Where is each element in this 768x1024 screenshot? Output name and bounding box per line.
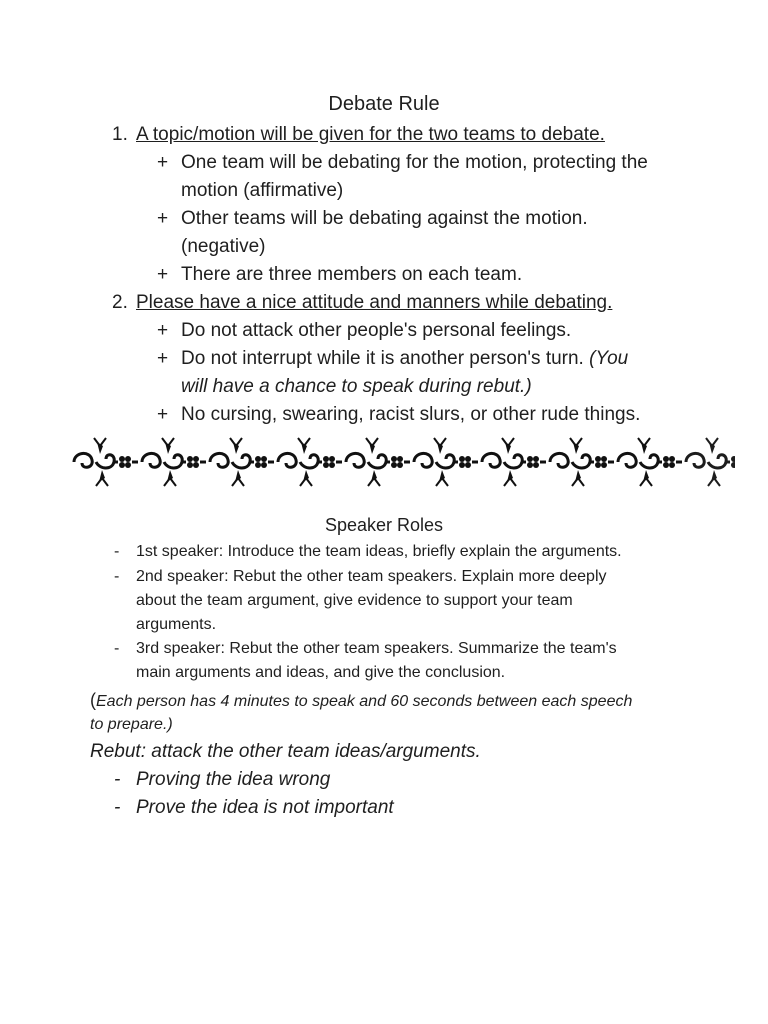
speaker-roles-title: Speaker Roles (324, 515, 444, 535)
bullet-plus: + (157, 348, 169, 369)
rule-1-bullet-1-line-2: motion (affirmative) (181, 180, 344, 201)
rebut-item-2: Prove the idea is not important (136, 797, 394, 818)
rule-1-number: 1. (112, 124, 128, 145)
rule-2-bullet-2-text: Do not interrupt while it is another person's turn. (181, 348, 584, 369)
time-note-line-2: to prepare.) (90, 716, 173, 733)
time-note-line-1 (90, 690, 632, 711)
rule-2-bullet-2-line-1 (181, 348, 628, 370)
ornamental-vine-divider (70, 432, 735, 492)
dash: - (114, 568, 120, 585)
rule-1-text: A topic/motion will be given for the two teams to debate. (136, 124, 605, 145)
rebut-definition: Rebut: attack the other team ideas/arguments. (90, 741, 481, 762)
bullet-plus: + (157, 404, 169, 425)
role-3-line-1: 3rd speaker: Rebut the other team speakers. Summarize the team's (136, 640, 617, 657)
role-1-line-1: 1st speaker: Introduce the team ideas, briefly explain the arguments. (136, 543, 622, 560)
rule-1-bullet-2-line-1: Other teams will be debating against the motion. (181, 208, 588, 229)
dash: - (114, 543, 120, 560)
rule-1-bullet-1-line-1: One team will be debating for the motion, protecting the (181, 152, 648, 173)
time-note-text: Each person has 4 minutes to speak and 60 seconds between each speech (96, 693, 633, 710)
role-3-line-2: main arguments and ideas, and give the conclusion. (136, 664, 506, 681)
rule-2-text: Please have a nice attitude and manners while debating. (136, 292, 613, 313)
dash: - (114, 797, 121, 818)
rebut-item-1: Proving the idea wrong (136, 769, 331, 790)
rule-2-bullet-2-italic-start: (You (589, 348, 629, 369)
role-2-line-1: 2nd speaker: Rebut the other team speakers. Explain more deeply (136, 568, 607, 585)
rule-2-bullet-3: No cursing, swearing, racist slurs, or other rude things. (181, 404, 641, 425)
rule-2-number: 2. (112, 292, 128, 313)
rule-2-bullet-2-line-2: will have a chance to speak during rebut.) (181, 376, 532, 397)
role-2-line-3: arguments. (136, 616, 217, 633)
role-2-line-2: about the team argument, give evidence to support your team (136, 592, 573, 609)
rule-1-bullet-3: There are three members on each team. (181, 264, 523, 285)
rule-2-bullet-1: Do not attack other people's personal feelings. (181, 320, 572, 341)
dash: - (114, 640, 120, 657)
bullet-plus: + (157, 152, 169, 173)
bullet-plus: + (157, 264, 169, 285)
bullet-plus: + (157, 208, 169, 229)
debate-rule-title: Debate Rule (328, 93, 440, 115)
rule-1-bullet-2-line-2: (negative) (181, 236, 266, 257)
bullet-plus: + (157, 320, 169, 341)
time-note-open-paren: ( (90, 690, 96, 710)
dash: - (114, 769, 121, 790)
